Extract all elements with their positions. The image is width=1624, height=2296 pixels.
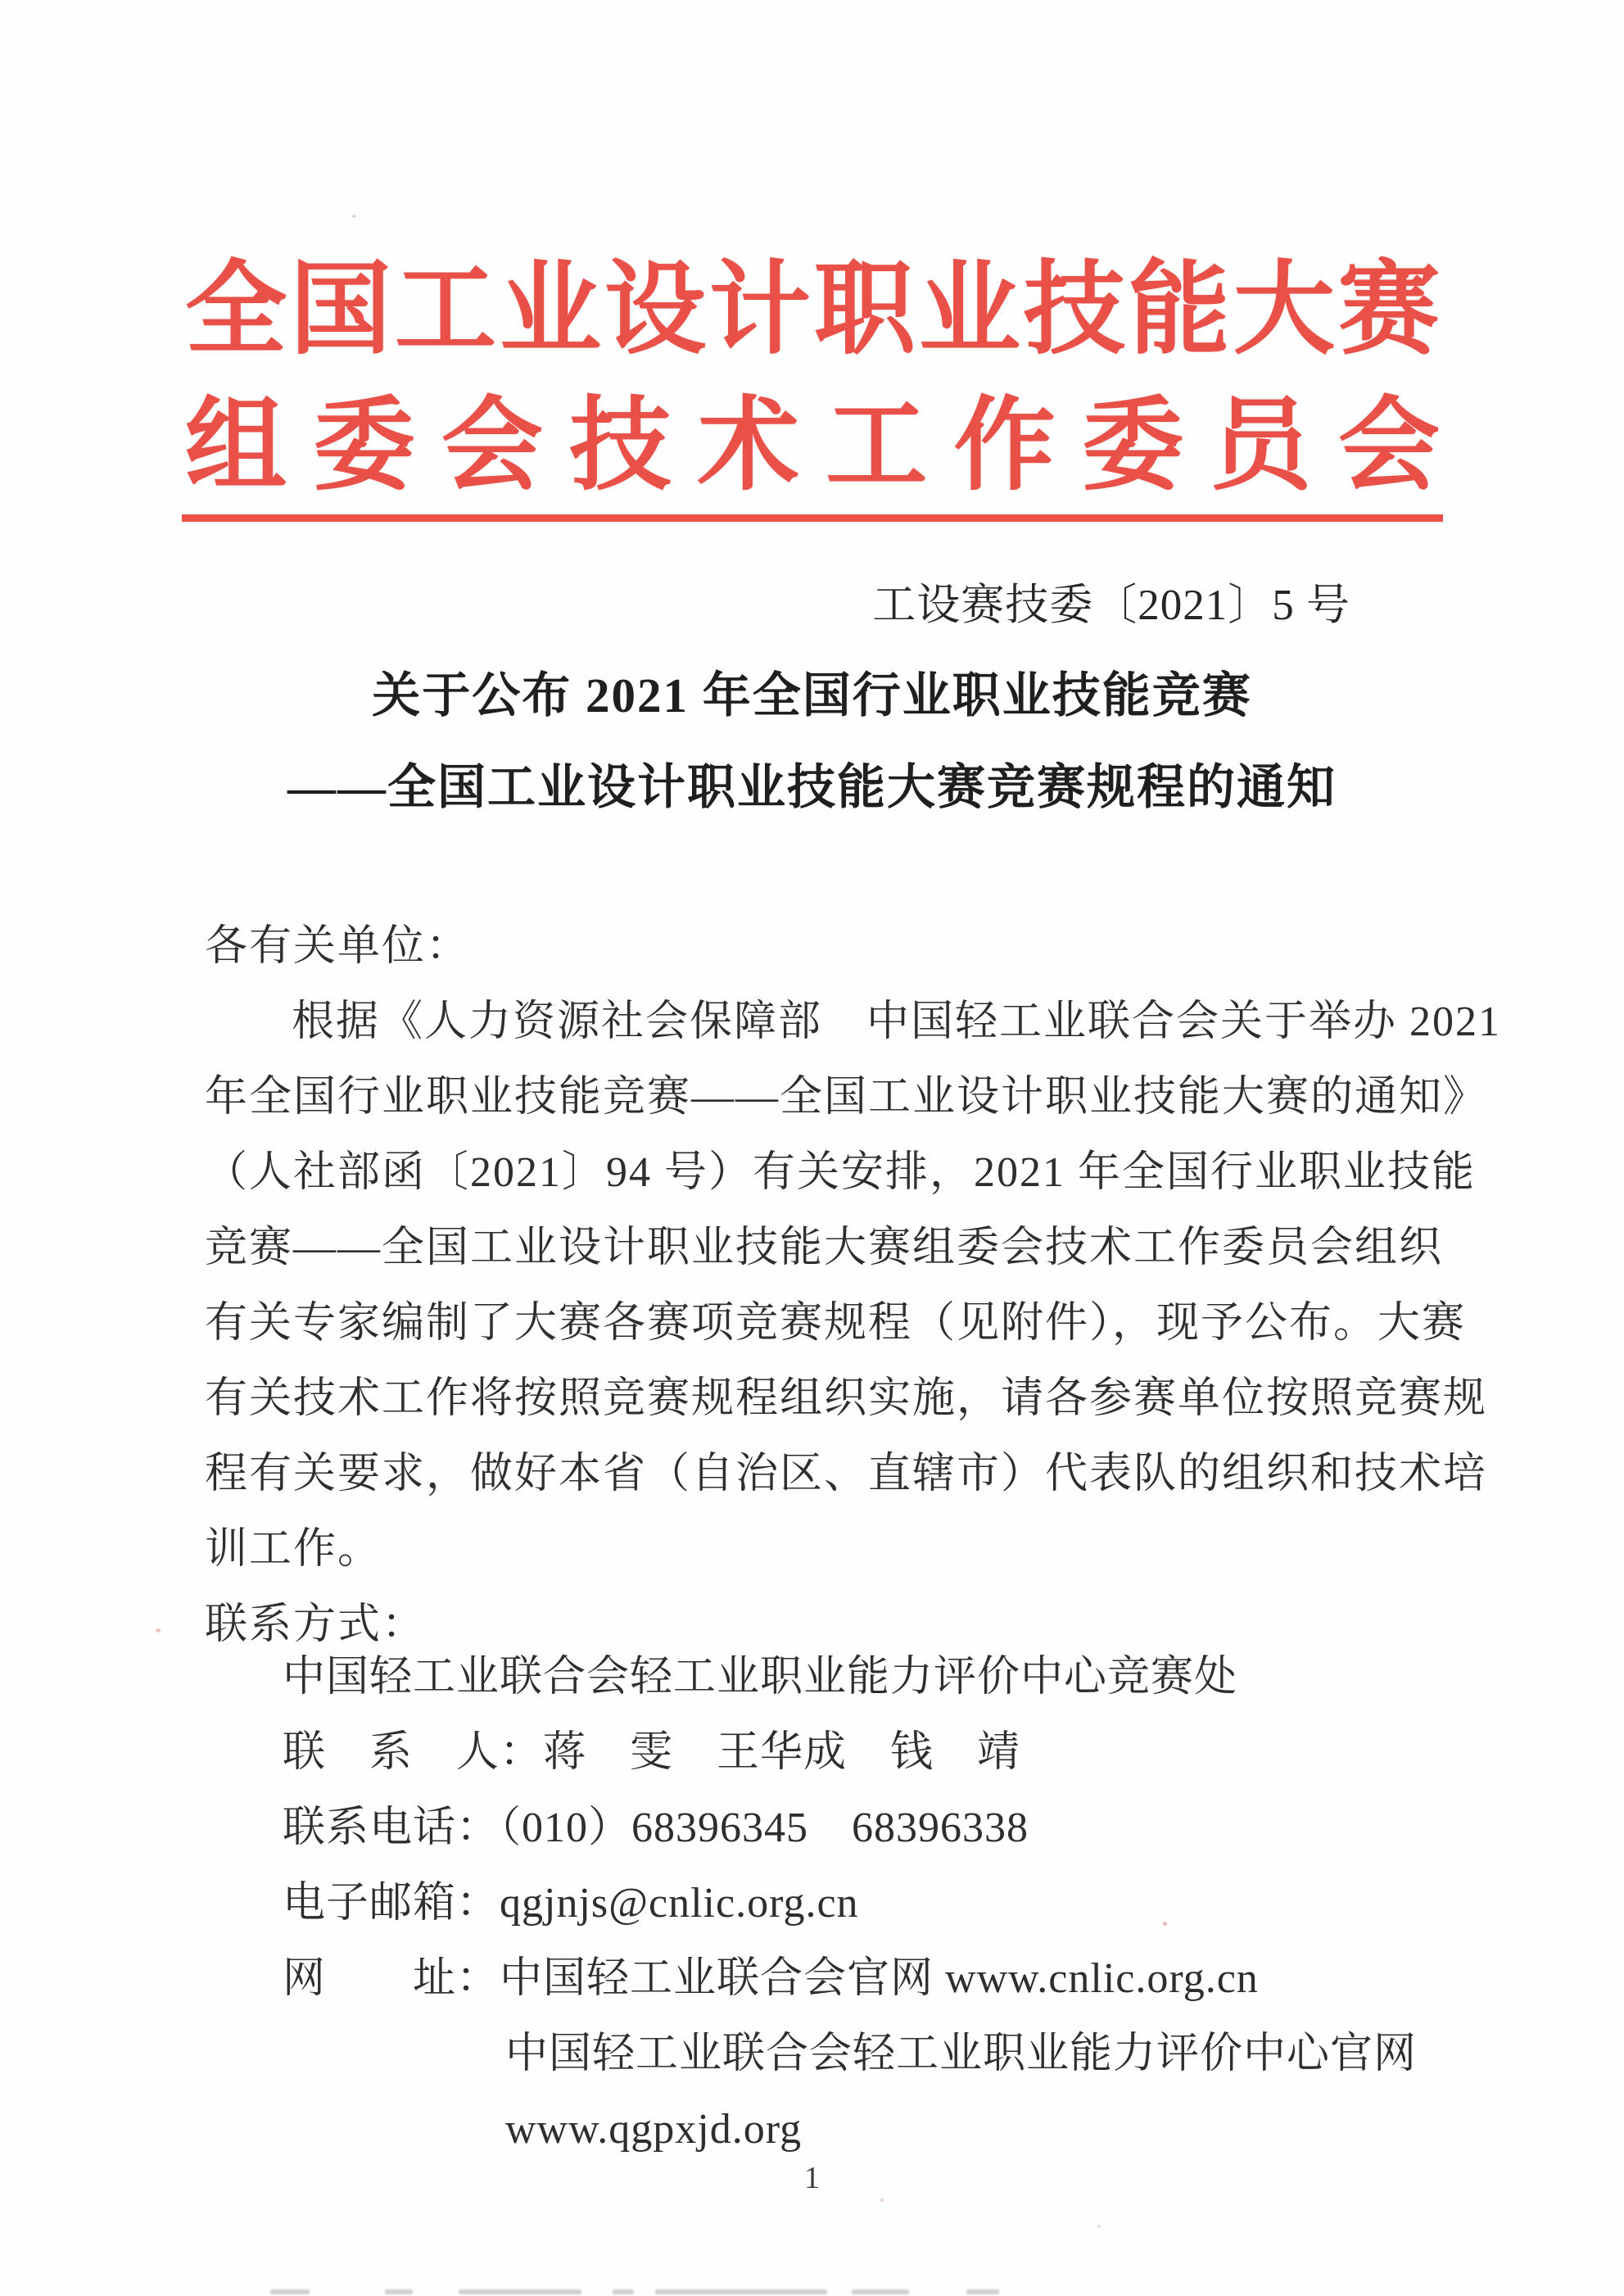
body-line-4: 竞赛——全国工业设计职业技能大赛组委会技术工作委员会组织	[205, 1225, 1444, 1271]
contact-email-label: 电子邮箱：	[283, 1880, 500, 1927]
page-number: 1	[804, 2161, 820, 2195]
contact-phone	[283, 1791, 1417, 1866]
contact-website-line2: 中国轻工业联合会轻工业职业能力评价中心官网	[505, 2031, 1418, 2077]
body-line-3: （人社部函〔2021〕94 号）有关安排，2021 年全国行业职业技能	[205, 1149, 1477, 1196]
body-line-1: 根据《人力资源社会保障部 中国轻工业联合会关于举办 2021	[292, 999, 1502, 1045]
scan-speck	[352, 215, 356, 218]
letterhead-divider-rule	[182, 514, 1443, 522]
letterhead-title-line2: 组 委 会 技 术 工 作 委 员 会	[185, 390, 1440, 502]
contact-phone-numbers: （010）68396345 68396338	[500, 1805, 1029, 1851]
body-line-5: 有关专家编制了大赛各赛项竞赛规程（见附件），现予公布。大赛	[205, 1300, 1467, 1347]
notice-body	[205, 909, 1502, 1663]
contact-unit: 中国轻工业联合会轻工业职业能力评价中心竞赛处	[283, 1654, 1238, 1700]
body-line-2: 年全国行业职业技能竞赛——全国工业设计职业技能大赛的通知》	[205, 1074, 1488, 1121]
contact-info	[283, 1640, 1417, 2167]
contact-website-line3: www.qgpxjd.org	[505, 2106, 803, 2153]
body-line-7: 程有关要求，做好本省（自治区、直辖市）代表队的组织和技术培	[205, 1451, 1488, 1497]
next-page-edge-artifact	[0, 2288, 1624, 2296]
scan-speck	[156, 1628, 161, 1633]
contact-website-label: 网 址：	[283, 1955, 500, 2002]
notice-title	[0, 670, 1624, 813]
notice-title-line1: 关于公布 2021 年全国行业职业技能竞赛	[372, 668, 1252, 722]
scan-speck	[880, 2199, 884, 2202]
scan-speck	[1097, 2225, 1101, 2228]
document-number: 工设赛技委〔2021〕5 号	[872, 582, 1350, 629]
notice-title-line2: ——全国工业设计职业技能大赛竞赛规程的通知	[287, 760, 1337, 814]
body-line-8: 训工作。	[205, 1526, 382, 1573]
contact-person-label: 联 系 人：	[283, 1729, 544, 1776]
contact-phone-label: 联系电话：	[283, 1805, 500, 1851]
letterhead	[185, 254, 1440, 522]
contact-person-names: 蒋 雯 王华成 钱 靖	[543, 1729, 1021, 1776]
scan-speck	[1163, 1922, 1167, 1926]
salutation: 各有关单位：	[205, 923, 471, 970]
contact-website	[283, 1941, 1417, 2017]
letterhead-title-line1: 全 国 工 业 设 计 职 业 技 能 大 赛	[185, 254, 1440, 366]
contact-email	[283, 1866, 1417, 1941]
contact-heading: 联系方式：	[205, 1601, 427, 1648]
contact-website-line1: 中国轻工业联合会官网 www.cnlic.org.cn	[500, 1955, 1259, 2002]
body-line-6: 有关技术工作将按照竞赛规程组织实施，请各参赛单位按照竞赛规	[205, 1375, 1488, 1422]
contact-email-address: qgjnjs@cnlic.org.cn	[500, 1880, 859, 1927]
contact-person	[283, 1715, 1417, 1791]
